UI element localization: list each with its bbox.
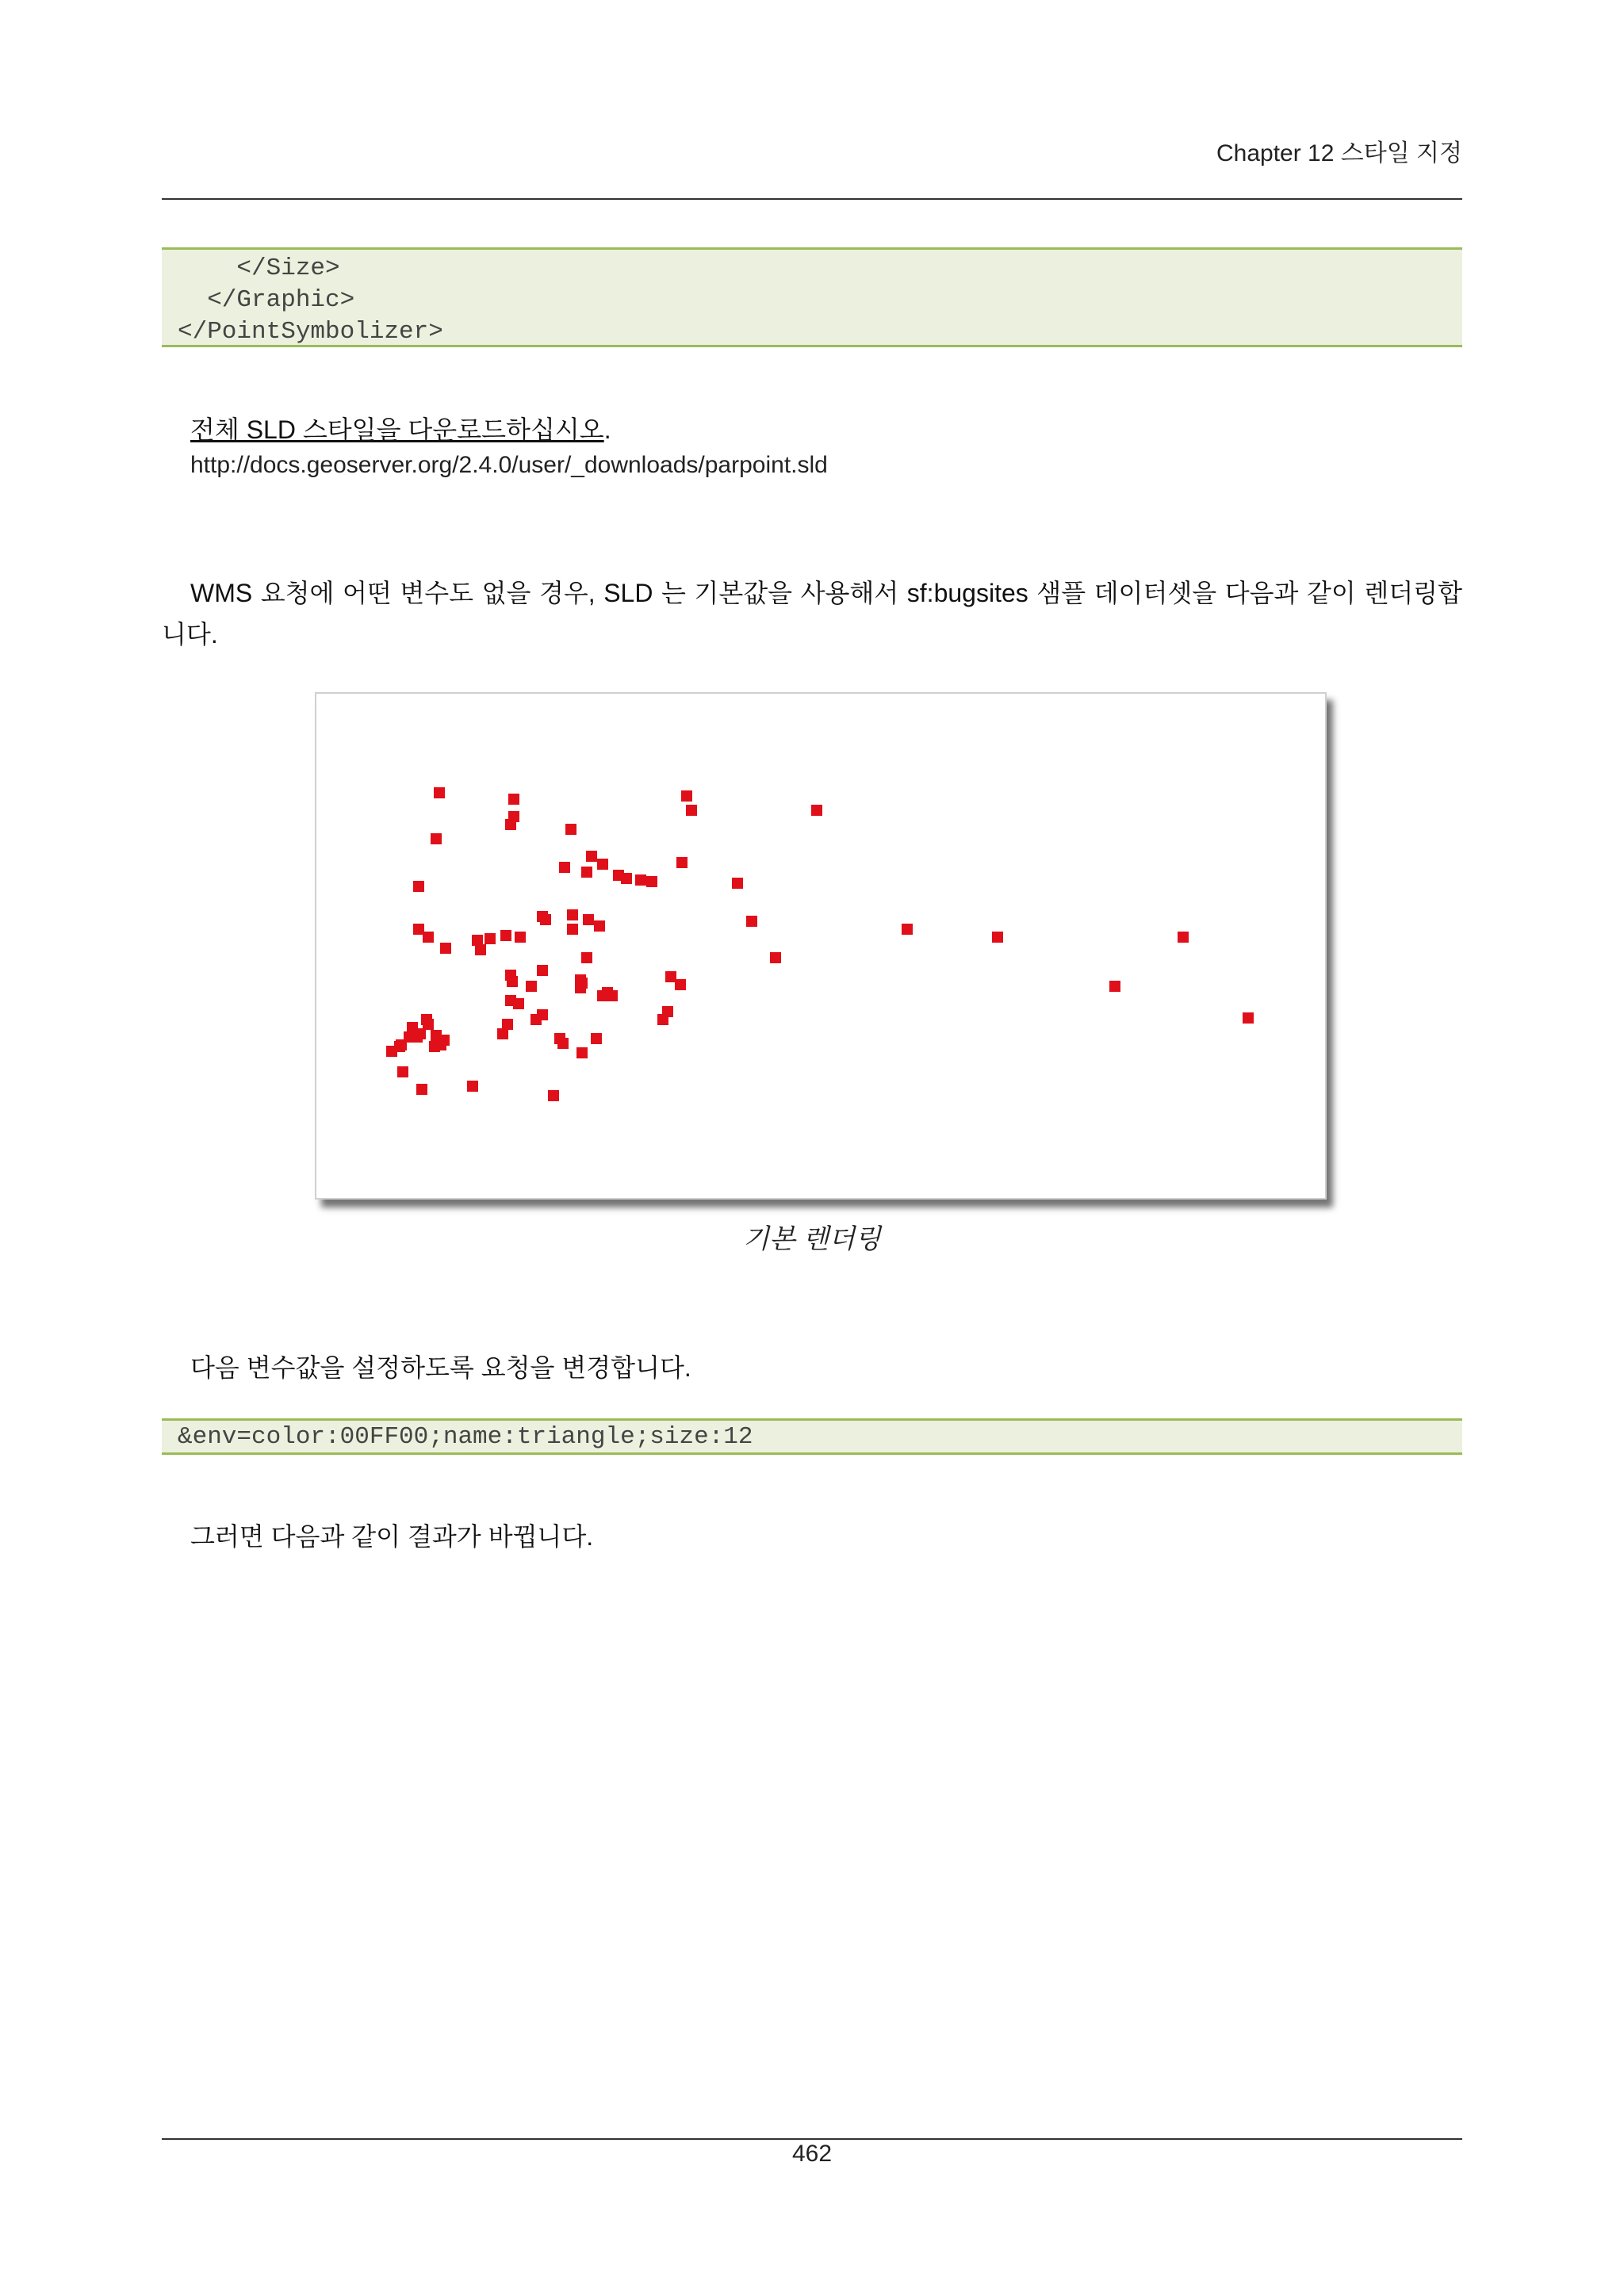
bug-site-point bbox=[467, 1081, 478, 1092]
paragraph-change-request: 다음 변수값을 설정하도록 요청을 변경합니다. bbox=[190, 1353, 691, 1382]
bug-site-point bbox=[423, 932, 434, 943]
bug-site-point bbox=[413, 924, 424, 935]
bug-site-point bbox=[508, 794, 519, 805]
bug-site-point bbox=[530, 1014, 542, 1025]
bug-site-point bbox=[902, 924, 913, 935]
bug-site-point bbox=[497, 1028, 508, 1039]
download-suffix: . bbox=[603, 415, 611, 444]
bug-site-point bbox=[416, 1084, 427, 1095]
bug-site-point bbox=[576, 1047, 588, 1058]
header-divider bbox=[162, 198, 1462, 200]
bug-site-point bbox=[681, 790, 692, 802]
bug-site-point bbox=[507, 976, 518, 987]
bug-site-point bbox=[746, 916, 757, 927]
bug-site-point bbox=[567, 924, 578, 935]
download-sld-link[interactable]: 전체 SLD 스타일을 다운로드하십시오 bbox=[190, 415, 604, 444]
bug-site-point bbox=[686, 805, 697, 816]
bug-site-point bbox=[1109, 981, 1120, 992]
default-rendering-figure bbox=[315, 692, 1327, 1200]
bug-site-point bbox=[1243, 1012, 1254, 1024]
footer-divider bbox=[162, 2138, 1462, 2140]
bug-site-point bbox=[770, 952, 781, 963]
bug-site-point bbox=[513, 998, 524, 1009]
bug-site-point bbox=[397, 1066, 408, 1077]
paragraph-result: 그러면 다음과 같이 결과가 바뀝니다. bbox=[190, 1522, 594, 1551]
bug-site-point bbox=[676, 857, 688, 868]
bug-site-point bbox=[435, 1039, 446, 1050]
bug-site-point bbox=[1178, 932, 1189, 943]
chapter-header: Chapter 12 스타일 지정 bbox=[1216, 140, 1462, 166]
bug-site-point bbox=[657, 1014, 668, 1025]
bug-site-point bbox=[485, 933, 496, 944]
bug-site-point bbox=[548, 1090, 559, 1101]
bug-site-point bbox=[413, 881, 424, 892]
code-line: </PointSymbolizer> bbox=[178, 318, 443, 346]
code-line: </Graphic> bbox=[178, 286, 355, 314]
wms-paragraph-text: WMS 요청에 어떤 변수도 없을 경우, SLD 는 기본값을 사용해서 sf:bugsites 샘플 데이터셋을 다음과 같이 렌더링합니다. bbox=[162, 579, 1462, 649]
bug-site-point bbox=[581, 952, 592, 963]
bug-site-point bbox=[472, 935, 483, 946]
bug-site-point bbox=[992, 932, 1003, 943]
bug-site-point bbox=[635, 874, 646, 886]
download-paragraph bbox=[190, 410, 611, 450]
bug-site-point bbox=[594, 920, 605, 932]
bug-site-point bbox=[502, 1019, 513, 1030]
bug-site-point bbox=[431, 833, 442, 844]
bug-site-point bbox=[434, 787, 445, 798]
bug-site-point bbox=[515, 932, 526, 943]
bug-site-point bbox=[567, 909, 578, 920]
bugsites-map bbox=[316, 694, 1325, 1198]
bug-site-point bbox=[440, 943, 451, 954]
bug-site-point bbox=[621, 873, 632, 884]
bug-site-point bbox=[500, 930, 511, 941]
code-block-pointsymbolizer bbox=[162, 247, 1462, 347]
bug-site-point bbox=[505, 819, 516, 830]
bug-site-point bbox=[732, 878, 743, 889]
code-block-env: &env=color:00FF00;name:triangle;size:12 bbox=[162, 1418, 1462, 1455]
wms-paragraph bbox=[162, 572, 1462, 655]
bug-site-point bbox=[394, 1041, 405, 1052]
bug-site-point bbox=[581, 867, 592, 878]
bug-site-point bbox=[412, 1031, 423, 1043]
page-number: 462 bbox=[791, 2141, 833, 2167]
bug-site-point bbox=[646, 876, 657, 887]
bug-site-point bbox=[575, 982, 586, 993]
bug-site-point bbox=[583, 914, 594, 925]
bug-site-point bbox=[565, 824, 576, 835]
bug-site-point bbox=[591, 1033, 602, 1044]
bug-site-point bbox=[557, 1038, 569, 1049]
code-line: </Size> bbox=[178, 254, 340, 282]
bug-site-point bbox=[675, 979, 686, 990]
bug-site-point bbox=[423, 1019, 434, 1030]
bug-site-point bbox=[597, 990, 608, 1001]
bug-site-point bbox=[526, 981, 537, 992]
bug-site-point bbox=[559, 862, 570, 873]
bug-site-point bbox=[537, 911, 548, 922]
bug-site-point bbox=[537, 965, 548, 976]
bug-site-point bbox=[811, 805, 822, 816]
bug-site-point bbox=[665, 971, 676, 982]
bug-site-point bbox=[586, 851, 597, 862]
download-url[interactable]: http://docs.geoserver.org/2.4.0/user/_downloads/parpoint.sld bbox=[190, 452, 828, 478]
bug-site-point bbox=[607, 990, 618, 1001]
bug-site-point bbox=[597, 859, 608, 870]
figure-caption: 기본 렌더링 bbox=[743, 1224, 881, 1254]
bug-site-point bbox=[475, 944, 486, 955]
